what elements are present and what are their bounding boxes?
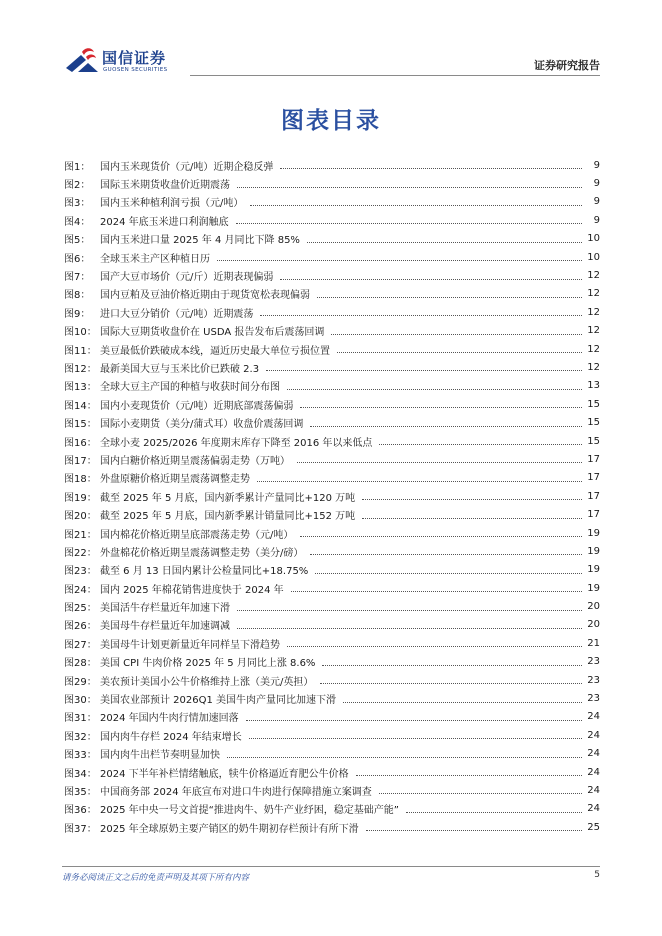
toc-dot-leader <box>237 627 582 629</box>
toc-entry-page: 19 <box>587 527 600 539</box>
toc-dot-leader <box>217 259 582 261</box>
toc-entry-page: 17 <box>587 509 600 521</box>
toc-entry[interactable] <box>64 211 600 229</box>
toc-dot-leader <box>260 314 582 316</box>
toc-entry-label: 图28： <box>64 658 97 670</box>
report-type-label: 证券研究报告 <box>534 59 600 72</box>
toc-entry-title: 国内豆粕及豆油价格近期由于现货宽松表现偏弱 <box>100 290 310 302</box>
toc-entry-title: 进口大豆分销价（元/吨）近期震荡 <box>100 308 254 320</box>
toc-dot-leader <box>406 811 582 813</box>
toc-dot-leader <box>362 498 582 500</box>
toc-entry[interactable] <box>64 671 600 689</box>
toc-dot-leader <box>379 443 582 445</box>
toc-entry[interactable] <box>64 597 600 615</box>
toc-entry-page: 24 <box>587 729 600 741</box>
toc-entry[interactable] <box>64 505 600 523</box>
toc-entry-title: 2024 下半年补栏情绪触底，犊牛价格逼近育肥公牛价格 <box>100 768 349 780</box>
toc-entry-label: 图35： <box>64 786 97 798</box>
toc-entry-title: 截至 2025 年 5 月底，国内新季累计销量同比+152 万吨 <box>100 511 356 523</box>
toc-dot-leader <box>310 553 582 555</box>
toc-entry-title: 外盘棉花价格近期呈震荡调整走势（美分/磅） <box>100 547 304 559</box>
toc-entry-page: 19 <box>587 545 600 557</box>
toc-entry-page: 12 <box>587 306 600 318</box>
toc-entry-title: 国际大豆期货收盘价在 USDA 报告发布后震荡回调 <box>100 327 325 339</box>
toc-entry-page: 24 <box>587 803 600 815</box>
toc-entry-title: 国内肉牛存栏 2024 年结束增长 <box>100 731 242 743</box>
toc-entry-label: 图34： <box>64 768 97 780</box>
toc-dot-leader <box>317 296 582 298</box>
header-divider <box>190 75 600 76</box>
toc-entry-label: 图2： <box>64 180 91 192</box>
toc-entry-page: 19 <box>587 564 600 576</box>
toc-entry[interactable] <box>64 358 600 376</box>
toc-dot-leader <box>300 406 582 408</box>
toc-dot-leader <box>310 425 582 427</box>
toc-entry-page: 15 <box>587 435 600 447</box>
toc-entry-title: 全球大豆主产国的种植与收获时间分布图 <box>100 382 280 394</box>
toc-dot-leader <box>300 535 582 537</box>
toc-entry[interactable] <box>64 487 600 505</box>
toc-entry[interactable] <box>64 708 600 726</box>
toc-dot-leader <box>315 572 582 574</box>
toc-entry[interactable] <box>64 174 600 192</box>
toc-entry-label: 图16： <box>64 437 97 449</box>
toc-dot-leader <box>356 774 582 776</box>
toc-entry-label: 图36： <box>64 805 97 817</box>
toc-entry-label: 图23： <box>64 566 97 578</box>
toc-entry-label: 图3： <box>64 198 91 210</box>
toc-entry-title: 国际小麦期货（美分/蒲式耳）收盘价震荡回调 <box>100 419 304 431</box>
toc-entry-label: 图1： <box>64 161 91 173</box>
toc-dot-leader <box>249 737 582 739</box>
toc-entry-label: 图37： <box>64 823 97 835</box>
toc-dot-leader <box>291 590 582 592</box>
toc-entry[interactable] <box>64 634 600 652</box>
toc-entry-label: 图26： <box>64 621 97 633</box>
toc-entry-title: 美国农业部预计 2026Q1 美国牛肉产量同比加速下滑 <box>100 695 337 707</box>
toc-entry-page: 17 <box>587 472 600 484</box>
toc-entry[interactable] <box>64 524 600 542</box>
toc-entry-label: 图9： <box>64 308 91 320</box>
toc-entry[interactable] <box>64 542 600 560</box>
toc-entry[interactable] <box>64 303 600 321</box>
toc-entry[interactable] <box>64 413 600 431</box>
toc-entry-page: 17 <box>587 490 600 502</box>
toc-dot-leader <box>366 829 582 831</box>
toc-entry-label: 图13： <box>64 382 97 394</box>
toc-entry[interactable] <box>64 266 600 284</box>
toc-entry[interactable] <box>64 432 600 450</box>
page-title: 图表目录 <box>281 108 381 134</box>
toc-dot-leader <box>343 701 582 703</box>
toc-dot-leader <box>320 682 582 684</box>
toc-entry-title: 美农预计美国小公牛价格维持上涨（美元/英担） <box>100 676 314 688</box>
toc-entry-label: 图33： <box>64 750 97 762</box>
toc-entry-title: 2025 年中央一号文首提“推进肉牛、奶牛产业纾困，稳定基础产能” <box>100 805 399 817</box>
toc-entry-page: 12 <box>587 270 600 282</box>
toc-entry[interactable] <box>64 818 600 836</box>
toc-dot-leader <box>257 480 582 482</box>
toc-entry[interactable] <box>64 561 600 579</box>
toc-dot-leader <box>362 517 582 519</box>
page-number: 5 <box>594 870 600 880</box>
toc-entry-title: 全球玉米主产区种植日历 <box>100 253 210 265</box>
toc-entry-title: 截至 6 月 13 日国内累计公检量同比+18.75% <box>100 566 309 578</box>
toc-entry-title: 美国母牛存栏量近年加速调减 <box>100 621 230 633</box>
logo-chinese-name: 国信证券 <box>102 49 167 67</box>
toc-entry-label: 图21： <box>64 529 97 541</box>
toc-entry-title: 截至 2025 年 5 月底，国内新季累计产量同比+120 万吨 <box>100 492 356 504</box>
toc-entry-title: 全球小麦 2025/2026 年度期末库存下降至 2016 年以来低点 <box>100 437 373 449</box>
toc-entry-title: 美国 CPI 牛肉价格 2025 年 5 月同比上涨 8.6% <box>100 658 316 670</box>
toc-entry[interactable] <box>64 156 600 174</box>
toc-entry-page: 10 <box>587 251 600 263</box>
guosen-logo-icon <box>64 46 100 76</box>
toc-entry-page: 9 <box>593 159 600 171</box>
toc-entry[interactable] <box>64 450 600 468</box>
toc-entry-page: 13 <box>587 380 600 392</box>
toc-entry-page: 12 <box>587 325 600 337</box>
toc-dot-leader <box>307 241 582 243</box>
toc-entry[interactable] <box>64 322 600 340</box>
toc-entry-title: 2024 年国内牛肉行情加速回落 <box>100 713 239 725</box>
toc-entry-label: 图17： <box>64 455 97 467</box>
toc-dot-leader <box>280 167 582 169</box>
toc-entry-page: 15 <box>587 417 600 429</box>
toc-entry[interactable] <box>64 193 600 211</box>
toc-entry-label: 图19： <box>64 492 97 504</box>
toc-entry-page: 23 <box>587 656 600 668</box>
toc-entry[interactable] <box>64 763 600 781</box>
toc-entry[interactable] <box>64 340 600 358</box>
toc-entry-page: 21 <box>587 637 600 649</box>
toc-entry[interactable] <box>64 616 600 634</box>
toc-entry-page: 24 <box>587 766 600 778</box>
toc-dot-leader <box>250 204 582 206</box>
toc-dot-leader <box>236 222 582 224</box>
toc-entry-title: 国内玉米种植利润亏损（元/吨） <box>100 198 244 210</box>
toc-entry-page: 12 <box>587 361 600 373</box>
toc-entry-page: 12 <box>587 343 600 355</box>
toc-entry-label: 图5： <box>64 235 91 247</box>
toc-dot-leader <box>331 333 582 335</box>
toc-entry-label: 图20： <box>64 511 97 523</box>
toc-entry[interactable] <box>64 469 600 487</box>
toc-dot-leader <box>266 369 582 371</box>
toc-dot-leader <box>337 351 582 353</box>
toc-entry[interactable] <box>64 800 600 818</box>
toc-entry[interactable] <box>64 579 600 597</box>
toc-entry-page: 10 <box>587 233 600 245</box>
toc-entry-title: 国内玉米现货价（元/吨）近期企稳反弹 <box>100 161 274 173</box>
toc-entry-title: 国产大豆市场价（元/斤）近期表现偏弱 <box>100 272 274 284</box>
toc-entry[interactable] <box>64 248 600 266</box>
toc-entry-label: 图11： <box>64 345 97 357</box>
toc-entry-label: 图8： <box>64 290 91 302</box>
toc-entry-page: 9 <box>593 214 600 226</box>
toc-entry-label: 图15： <box>64 419 97 431</box>
toc-entry-title: 中国商务部 2024 年底宣布对进口牛肉进行保障措施立案调查 <box>100 786 372 798</box>
toc-entry-label: 图25： <box>64 603 97 615</box>
toc-entry[interactable] <box>64 230 600 248</box>
toc-dot-leader <box>379 792 582 794</box>
toc-entry-title: 2024 年底玉米进口利润触底 <box>100 216 229 228</box>
toc-dot-leader <box>237 186 582 188</box>
toc-entry-label: 图27： <box>64 639 97 651</box>
toc-entry-label: 图18： <box>64 474 97 486</box>
toc-entry[interactable] <box>64 745 600 763</box>
toc-entry-title: 2025 年全球原奶主要产销区的奶牛期初存栏预计有所下滑 <box>100 823 359 835</box>
toc-dot-leader <box>246 719 582 721</box>
toc-entry[interactable] <box>64 395 600 413</box>
toc-entry[interactable] <box>64 653 600 671</box>
toc-entry-page: 25 <box>587 821 600 833</box>
toc-entry-page: 23 <box>587 693 600 705</box>
toc-entry-label: 图22： <box>64 547 97 559</box>
toc-entry-title: 国际玉米期货收盘价近期震荡 <box>100 180 230 192</box>
toc-dot-leader <box>287 388 582 390</box>
toc-entry-label: 图6： <box>64 253 91 265</box>
toc-entry-title: 国内白糖价格近期呈震荡偏弱走势（万吨） <box>100 455 290 467</box>
toc-entry-title: 国内肉牛出栏节奏明显加快 <box>100 750 220 762</box>
toc-dot-leader <box>227 756 582 758</box>
toc-entry-label: 图4： <box>64 216 91 228</box>
toc-entry[interactable] <box>64 726 600 744</box>
toc-entry-title: 美豆最低价跌破成本线，逼近历史最大单位亏损位置 <box>100 345 330 357</box>
toc-entry-page: 24 <box>587 748 600 760</box>
toc-entry-page: 20 <box>587 619 600 631</box>
toc-entry-page: 24 <box>587 784 600 796</box>
toc-dot-leader <box>297 461 582 463</box>
toc-entry-label: 图10： <box>64 327 97 339</box>
toc-entry-page: 9 <box>593 178 600 190</box>
toc-entry-title: 国内小麦现货价（元/吨）近期底部震荡偏弱 <box>100 400 294 412</box>
toc-entry-label: 图24： <box>64 584 97 596</box>
toc-entry-title: 美国母牛计划更新量近年同样呈下滑趋势 <box>100 639 280 651</box>
toc-entry[interactable] <box>64 781 600 799</box>
toc-dot-leader <box>322 664 582 666</box>
toc-entry-title: 美国活牛存栏量近年加速下滑 <box>100 603 230 615</box>
toc-entry-label: 图14： <box>64 400 97 412</box>
toc-entry[interactable] <box>64 285 600 303</box>
report-header <box>0 0 662 80</box>
toc-dot-leader <box>287 645 582 647</box>
toc-entry[interactable] <box>64 377 600 395</box>
figure-toc-list <box>64 156 600 836</box>
toc-entry-title: 国内 2025 年棉花销售进度快于 2024 年 <box>100 584 284 596</box>
toc-entry-label: 图31： <box>64 713 97 725</box>
toc-entry[interactable] <box>64 689 600 707</box>
toc-dot-leader <box>280 278 582 280</box>
toc-entry-label: 图30： <box>64 695 97 707</box>
guosen-logo <box>64 46 194 80</box>
toc-entry-page: 23 <box>587 674 600 686</box>
toc-entry-label: 图7： <box>64 272 91 284</box>
toc-entry-page: 9 <box>593 196 600 208</box>
toc-entry-page: 17 <box>587 453 600 465</box>
toc-entry-label: 图12： <box>64 363 97 375</box>
toc-entry-page: 15 <box>587 398 600 410</box>
toc-entry-title: 最新美国大豆与玉米比价已跌破 2.3 <box>100 363 260 375</box>
toc-entry-title: 国内玉米进口量 2025 年 4 月同比下降 85% <box>100 235 300 247</box>
footer-disclaimer: 请务必阅读正文之后的免责声明及其项下所有内容 <box>62 873 250 883</box>
toc-entry-label: 图29： <box>64 676 97 688</box>
toc-entry-page: 12 <box>587 288 600 300</box>
logo-english-name: GUOSEN SECURITIES <box>103 67 168 73</box>
toc-entry-page: 20 <box>587 601 600 613</box>
toc-entry-page: 19 <box>587 582 600 594</box>
toc-entry-page: 24 <box>587 711 600 723</box>
toc-dot-leader <box>237 609 582 611</box>
footer-divider <box>62 866 600 867</box>
toc-entry-title: 外盘原糖价格近期呈震荡调整走势 <box>100 474 250 486</box>
toc-entry-title: 国内棉花价格近期呈底部震荡走势（元/吨） <box>100 529 294 541</box>
toc-entry-label: 图32： <box>64 731 97 743</box>
